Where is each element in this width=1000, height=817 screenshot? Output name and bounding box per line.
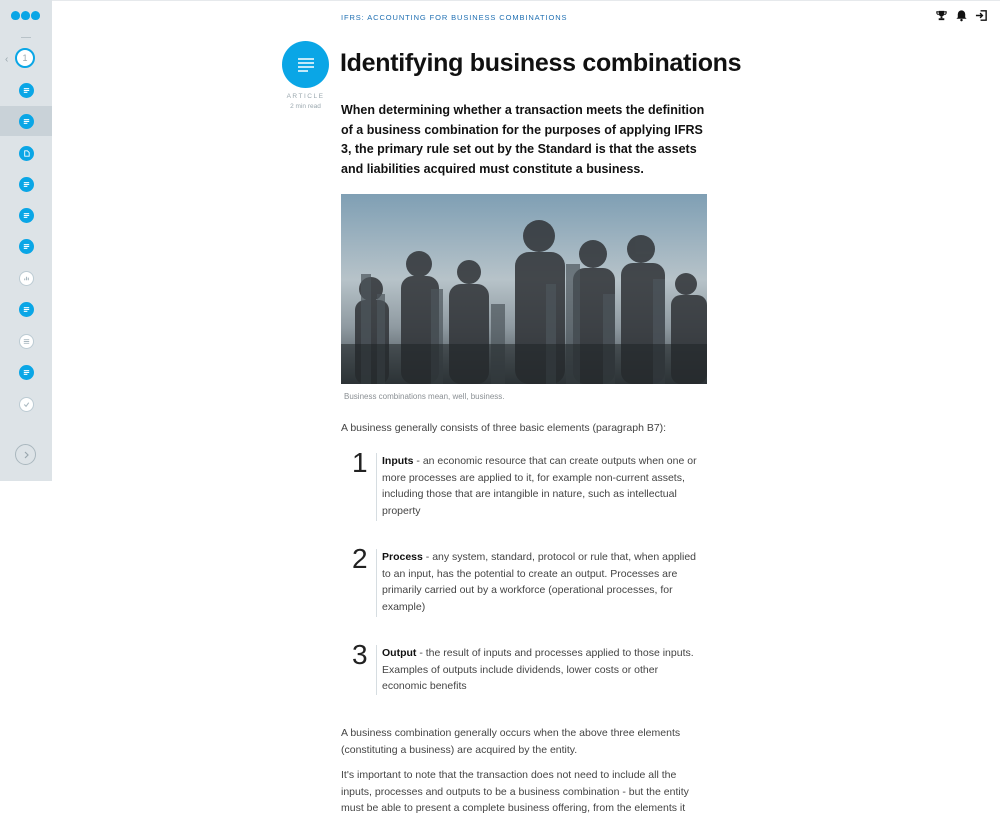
element-description [382, 549, 697, 616]
article-icon [19, 208, 34, 223]
sidebar-item-4[interactable] [0, 169, 52, 199]
chevron-left-icon[interactable]: ‹ [5, 54, 9, 65]
sidebar-divider [21, 37, 31, 38]
hero-image [341, 194, 707, 384]
progress-indicator[interactable] [15, 48, 35, 68]
element-description [382, 645, 697, 695]
app-logo[interactable] [11, 11, 41, 23]
course-sidebar [0, 0, 52, 481]
article-meta [282, 93, 329, 110]
sidebar-item-10[interactable] [0, 357, 52, 387]
breadcrumb[interactable]: IFRS: ACCOUNTING FOR BUSINESS COMBINATIONS [341, 13, 568, 22]
check-icon [19, 397, 34, 412]
element-term: Inputs [382, 455, 414, 467]
list-icon [19, 334, 34, 349]
article-icon [19, 239, 34, 254]
article-type-label: ARTICLE [286, 93, 325, 100]
element-number: 1 [352, 447, 368, 478]
article-type-icon [282, 41, 329, 88]
element-term: Process [382, 551, 423, 563]
trophy-icon[interactable] [934, 8, 948, 22]
sidebar-item-11[interactable] [0, 389, 52, 419]
sidebar-item-9[interactable] [0, 326, 52, 356]
element-text: - an economic resource that can create outputs when one or more processes are applied to it, for example non-current assets, including those that are intangible in nature, such as intellectual property [382, 455, 697, 518]
element-divider [376, 549, 377, 617]
element-term: Output [382, 647, 417, 659]
next-lesson-button[interactable] [15, 444, 36, 465]
sidebar-item-5[interactable] [0, 200, 52, 230]
element-text: - any system, standard, protocol or rule that, when applied to an input, has the potential to create an output. Processes are primarily carried out by a workforce (operational processes, for example) [382, 551, 697, 614]
body-paragraph: It's important to note that the transaction does not need to include all the inputs, processes and outputs to be a business combination - but the entity must be able to present a complete business offering, from the elements it [341, 769, 689, 815]
article-lead: When determining whether a transaction meets the definition of a business combination for the purposes of applying IFRS 3, the primary rule set out by the Standard is that the assets and liabilities acquired must constitute a business. [341, 103, 705, 176]
element-description [382, 453, 697, 520]
element-text: - the result of inputs and processes applied to those inputs. Examples of outputs include dividends, lower costs or other economic benefits [382, 647, 694, 693]
element-number: 3 [352, 639, 368, 670]
document-icon [19, 146, 34, 161]
image-caption: Business combinations mean, well, business. [344, 392, 505, 401]
article-icon [19, 365, 34, 380]
read-time: 2 min read [290, 103, 321, 110]
article-icon [19, 114, 34, 129]
elements-intro: A business generally consists of three basic elements (paragraph B7): [341, 422, 667, 434]
progress-label: 1 [22, 53, 28, 63]
article-icon [19, 177, 34, 192]
element-divider [376, 453, 377, 521]
poll-icon [19, 271, 34, 286]
page-title: Identifying business combinations [340, 49, 742, 77]
sidebar-item-6[interactable] [0, 231, 52, 261]
sidebar-item-3[interactable] [0, 138, 52, 168]
article-icon [19, 302, 34, 317]
element-number: 2 [352, 543, 368, 574]
element-divider [376, 645, 377, 695]
sidebar-item-1[interactable] [0, 75, 52, 105]
top-border [0, 0, 1000, 1]
sidebar-item-7[interactable] [0, 263, 52, 293]
sidebar-item-8[interactable] [0, 294, 52, 324]
bell-icon[interactable] [954, 8, 968, 22]
logout-icon[interactable] [974, 8, 988, 22]
header-actions [934, 8, 988, 22]
sidebar-item-2[interactable] [0, 106, 52, 136]
article-icon [19, 83, 34, 98]
chevron-right-icon [21, 450, 31, 460]
body-paragraph: A business combination generally occurs when the above three elements (constituting a business) are acquired by the entity. [341, 727, 681, 756]
